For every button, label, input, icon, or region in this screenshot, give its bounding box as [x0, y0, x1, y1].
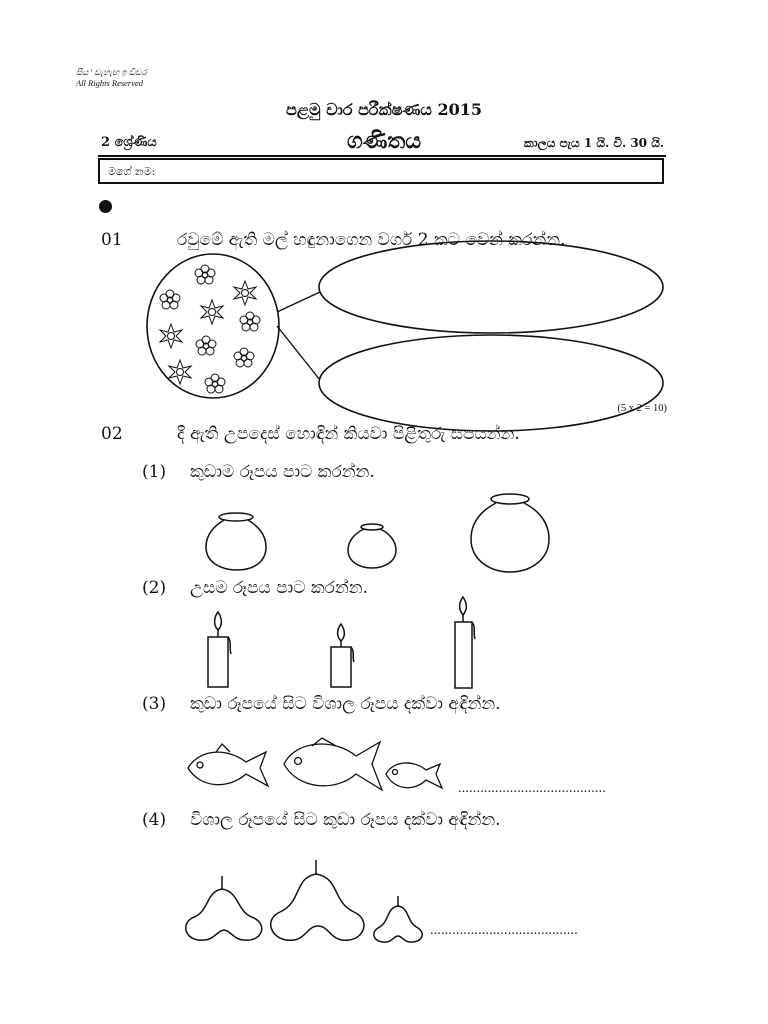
q2-part3-number: (3) — [142, 694, 167, 714]
time-allowed: කාලය පැය 1 යි. වි. 30 යි. — [523, 136, 664, 150]
q2-part2-number: (2) — [142, 578, 167, 598]
copyright-en: All Rights Reserved — [76, 78, 144, 88]
q2-part1-text: කුඩාම රූපය පාට කරන්න. — [190, 462, 375, 482]
q2-text: දී ඇති උපදෙස් හොඳින් කියවා පිළිතුරු සපයන්න. — [177, 424, 520, 444]
q2-part4-text: විශාල රූපයේ සිට කුඩා රූපය දක්වා අඳින්න. — [190, 810, 501, 830]
bell-shape-icon[interactable] — [374, 896, 422, 942]
q2-number: 02 — [101, 424, 123, 444]
grade-label: 2 ශ්‍රේණිය — [101, 135, 157, 150]
exam-title: පළමු වාර පරීක්ෂණය 2015 — [285, 100, 482, 119]
q2-part2-text: උසම රූපය පාට කරන්න. — [190, 578, 368, 598]
copyright-line: සිය ' ඩැහැඟ ඉ ඩිඩර — [76, 67, 147, 77]
q2-part3-text: කුඩා රූපයේ සිට විශාල රූපය දක්වා අඳින්න. — [190, 694, 501, 714]
name-label: මගේ නම: — [108, 165, 156, 178]
q1-text: රවුමේ ඇති මල් හඳුනාගෙන වර්ග 2 කට වෙන් කරන්න. — [177, 230, 566, 250]
q1-number: 01 — [101, 230, 123, 250]
q1-marks: (5 x 2 = 10) — [617, 403, 667, 414]
q2-part1-number: (1) — [142, 462, 167, 482]
q2-part4-number: (4) — [142, 810, 167, 830]
bell-shape-icon[interactable] — [186, 876, 262, 940]
q2-part3-answer-line[interactable]: ........................................ — [458, 781, 606, 796]
subject-title: ගණිතය — [346, 128, 422, 154]
q2-part4-answer-line[interactable]: ........................................ — [430, 923, 578, 938]
bell-shape-icon[interactable] — [271, 860, 364, 940]
